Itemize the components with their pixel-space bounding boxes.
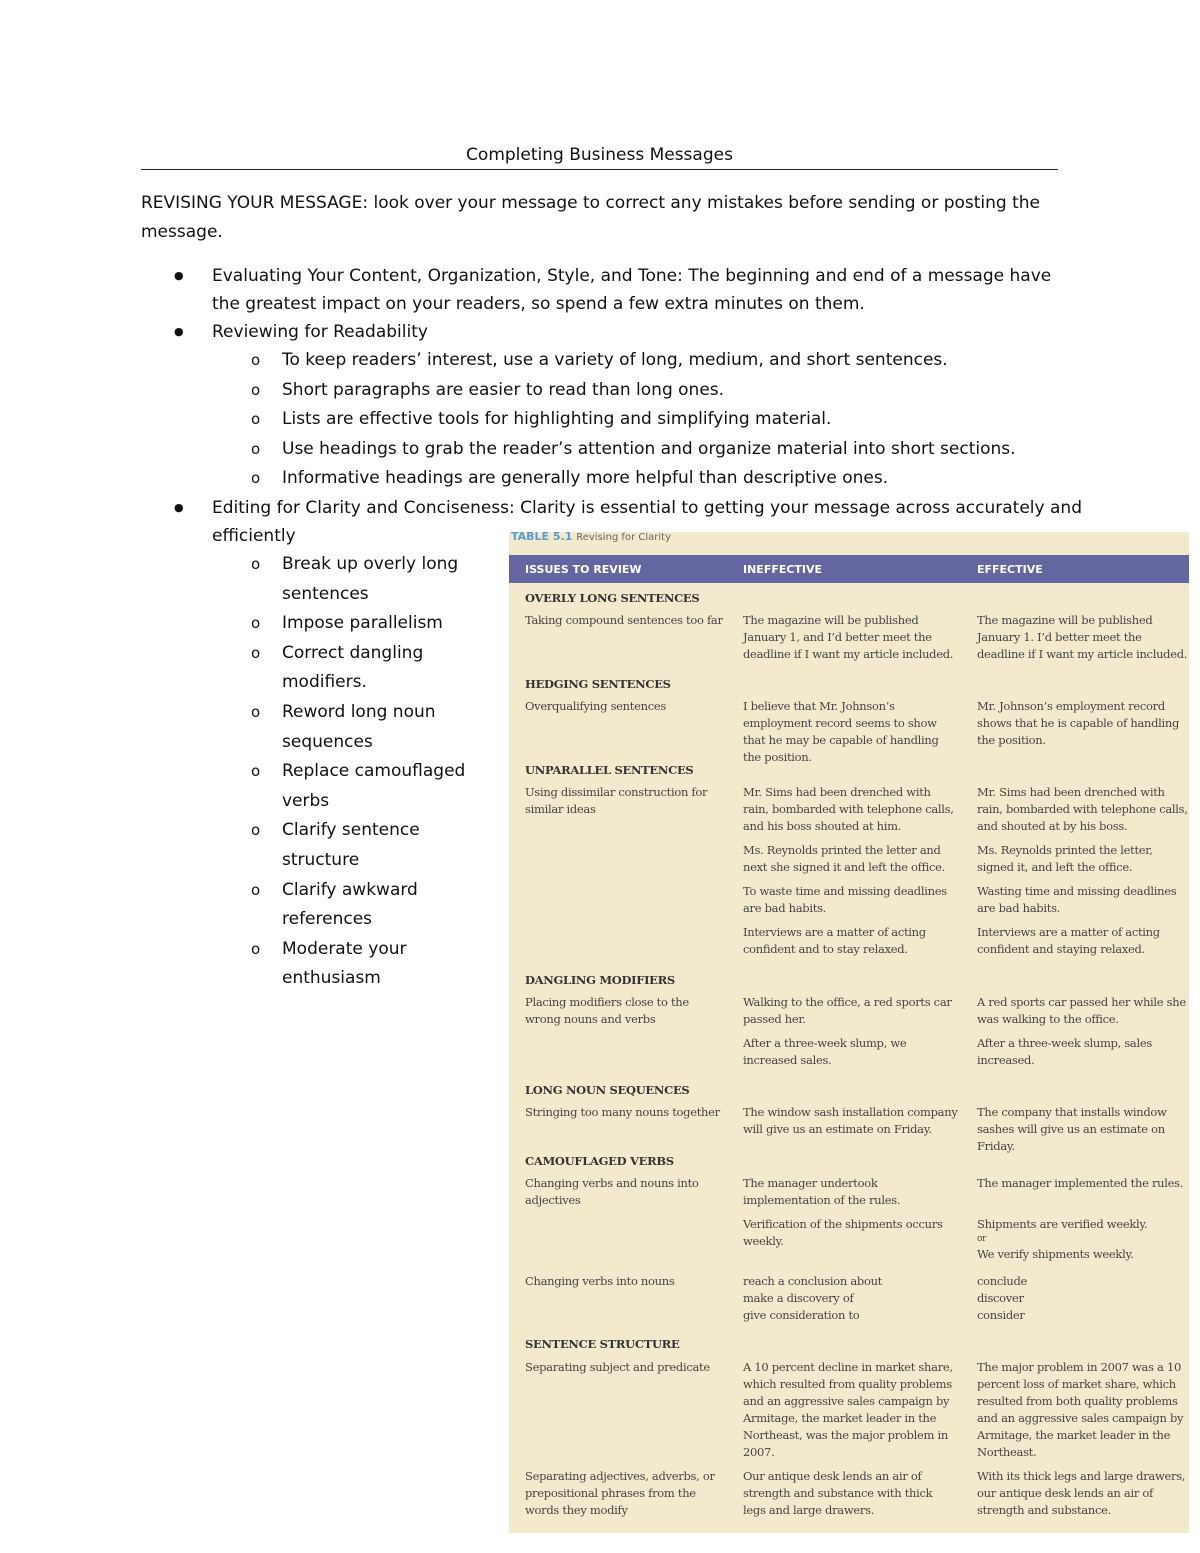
issue-cell: Taking compound sentences too far (525, 613, 723, 627)
issue-cell: Separating subject and predicate (525, 1360, 710, 1374)
effective-cell (977, 1273, 1189, 1324)
ineffective-cell: Our antique desk lends an air of strength and substance with thick legs and large drawers. (743, 1469, 933, 1517)
title-rule (141, 169, 1058, 170)
effective-cell: Ms. Reynolds printed the letter, signed it, and left the office. (977, 843, 1153, 874)
sub-item: o Replace camouflaged verbs (141, 757, 482, 816)
table-caption (511, 532, 671, 546)
ineffective-cell: The magazine will be published January 1, and I’d better meet the deadline if I want my article included. (743, 613, 954, 661)
sub-item: o Impose parallelism (141, 609, 482, 639)
ineffective-line: make a discovery of (743, 1291, 854, 1305)
effective-line: or (977, 1234, 987, 1244)
effective-line: conclude (977, 1274, 1028, 1288)
issue-cell: Overqualifying sentences (525, 699, 666, 713)
effective-cell: With its thick legs and large drawers, our antique desk lends an air of strength and substance. (977, 1469, 1186, 1517)
header-effective: EFFECTIVE (977, 563, 1043, 576)
effective-line: discover (977, 1291, 1024, 1305)
header-issues: ISSUES TO REVIEW (525, 563, 642, 576)
effective-cell: The magazine will be published January 1. I’d better meet the deadline if I want my article included. (977, 613, 1188, 661)
sub-item: o Clarify sentence structure (141, 816, 482, 875)
bullet-text: Reviewing for Readability (212, 322, 428, 342)
sub-item: o Informative headings are generally more helpful than descriptive ones. (141, 464, 1071, 494)
sub-item: o Clarify awkward references (141, 876, 482, 935)
sub-item: o Short paragraphs are easier to read than long ones. (141, 376, 1071, 406)
table-header (509, 555, 1189, 583)
effective-cell (977, 1216, 1189, 1263)
effective-cell: The manager implemented the rules. (977, 1176, 1184, 1190)
section-heading: CAMOUFLAGED VERBS (525, 1154, 674, 1168)
ineffective-cell: Verification of the shipments occurs weekly. (743, 1217, 943, 1248)
issue-cell: Changing verbs and nouns into adjectives (525, 1176, 699, 1207)
ineffective-line: give consideration to (743, 1308, 860, 1322)
sub-item: o To keep readers’ interest, use a variety of long, medium, and short sentences. (141, 346, 1071, 376)
ineffective-cell: Ms. Reynolds printed the letter and next she signed it and left the office. (743, 843, 945, 874)
issue-cell: Changing verbs into nouns (525, 1274, 675, 1288)
issue-cell: Separating adjectives, adverbs, or prepositional phrases from the words they modify (525, 1469, 715, 1517)
ineffective-cell: The window sash installation company will give us an estimate on Friday. (743, 1105, 958, 1136)
effective-line: Shipments are verified weekly. (977, 1217, 1148, 1231)
effective-cell: A red sports car passed her while she was walking to the office. (977, 995, 1186, 1026)
ineffective-cell: A 10 percent decline in market share, which resulted from quality problems and an aggressive sales campaign by Armitage, the market leader in the Northeast, was the major problem in 2007. (743, 1360, 953, 1459)
ineffective-cell: Walking to the office, a red sports car passed her. (743, 995, 952, 1026)
sub-item: o Reword long noun sequences (141, 698, 482, 757)
effective-cell: The company that installs window sashes will give us an estimate on Friday. (977, 1105, 1167, 1153)
section-heading: OVERLY LONG SENTENCES (525, 591, 700, 605)
table-caption-title: Revising for Clarity (576, 532, 671, 543)
sub-item: o Moderate your enthusiasm (141, 935, 482, 994)
section-heading: SENTENCE STRUCTURE (525, 1337, 680, 1351)
effective-line: consider (977, 1308, 1025, 1322)
ineffective-cell (743, 1273, 958, 1324)
intro-paragraph: REVISING YOUR MESSAGE: look over your message to correct any mistakes before sending or posting the message. (141, 193, 1041, 242)
section-heading: HEDGING SENTENCES (525, 677, 671, 691)
bullet-text: ● Editing for Clarity and Conciseness: Clarity is essential to getting your message across accurately and efficiently (212, 497, 1082, 546)
issue-cell: Using dissimilar construction for similar ideas (525, 785, 708, 816)
ineffective-cell: After a three-week slump, we increased sales. (743, 1036, 907, 1067)
section-heading: UNPARALLEL SENTENCES (525, 763, 694, 777)
bullet-item (141, 262, 1071, 318)
table-caption-label: TABLE 5.1 (511, 532, 573, 543)
effective-cell: Wasting time and missing deadlines are bad habits. (977, 884, 1177, 915)
effective-line: We verify shipments weekly. (977, 1247, 1134, 1261)
bullet-item (141, 318, 1071, 494)
ineffective-cell: I believe that Mr. Johnson’s employment record seems to show that he may be capable of handling the position. (743, 699, 939, 764)
effective-cell: The major problem in 2007 was a 10 percent loss of market share, which resulted from both quality problems and an aggressive sales campaign by Armitage, the market leader in the Northeast. (977, 1360, 1184, 1459)
section-heading: DANGLING MODIFIERS (525, 973, 675, 987)
ineffective-cell: Interviews are a matter of acting confident and to stay relaxed. (743, 925, 926, 956)
issue-cell: Placing modifiers close to the wrong nouns and verbs (525, 995, 689, 1026)
sub-item: o Lists are effective tools for highlighting and simplifying material. (141, 405, 1071, 435)
bullet-text: Evaluating Your Content, Organization, Style, and Tone: The beginning and end of a message have the greatest impact on your readers, so spend a few extra minutes on them. (212, 266, 1052, 314)
ineffective-cell: The manager undertook implementation of the rules. (743, 1176, 901, 1207)
sub-item: o Correct dangling modifiers. (141, 639, 482, 698)
effective-cell: After a three-week slump, sales increased. (977, 1036, 1152, 1067)
ineffective-cell: To waste time and missing deadlines are bad habits. (743, 884, 947, 915)
sub-item: o Break up overly long sentences (141, 550, 482, 609)
ineffective-cell: Mr. Sims had been drenched with rain, bombarded with telephone calls, and his boss shouted at him. (743, 785, 954, 833)
header-ineffective: INEFFECTIVE (743, 563, 823, 576)
ineffective-line: reach a conclusion about (743, 1274, 883, 1288)
effective-cell: Interviews are a matter of acting confident and staying relaxed. (977, 925, 1160, 956)
effective-cell: Mr. Johnson’s employment record shows that he is capable of handling the position. (977, 699, 1180, 747)
issue-cell: Stringing too many nouns together (525, 1105, 720, 1119)
page-title: Completing Business Messages (466, 145, 733, 165)
section-heading: LONG NOUN SEQUENCES (525, 1083, 690, 1097)
clarity-table-image (509, 532, 1189, 1533)
effective-cell: Mr. Sims had been drenched with rain, bombarded with telephone calls, and shouted at by his boss. (977, 785, 1188, 833)
sub-list (212, 346, 1071, 494)
sub-item: o Use headings to grab the reader’s attention and organize material into short sections. (141, 435, 1071, 465)
